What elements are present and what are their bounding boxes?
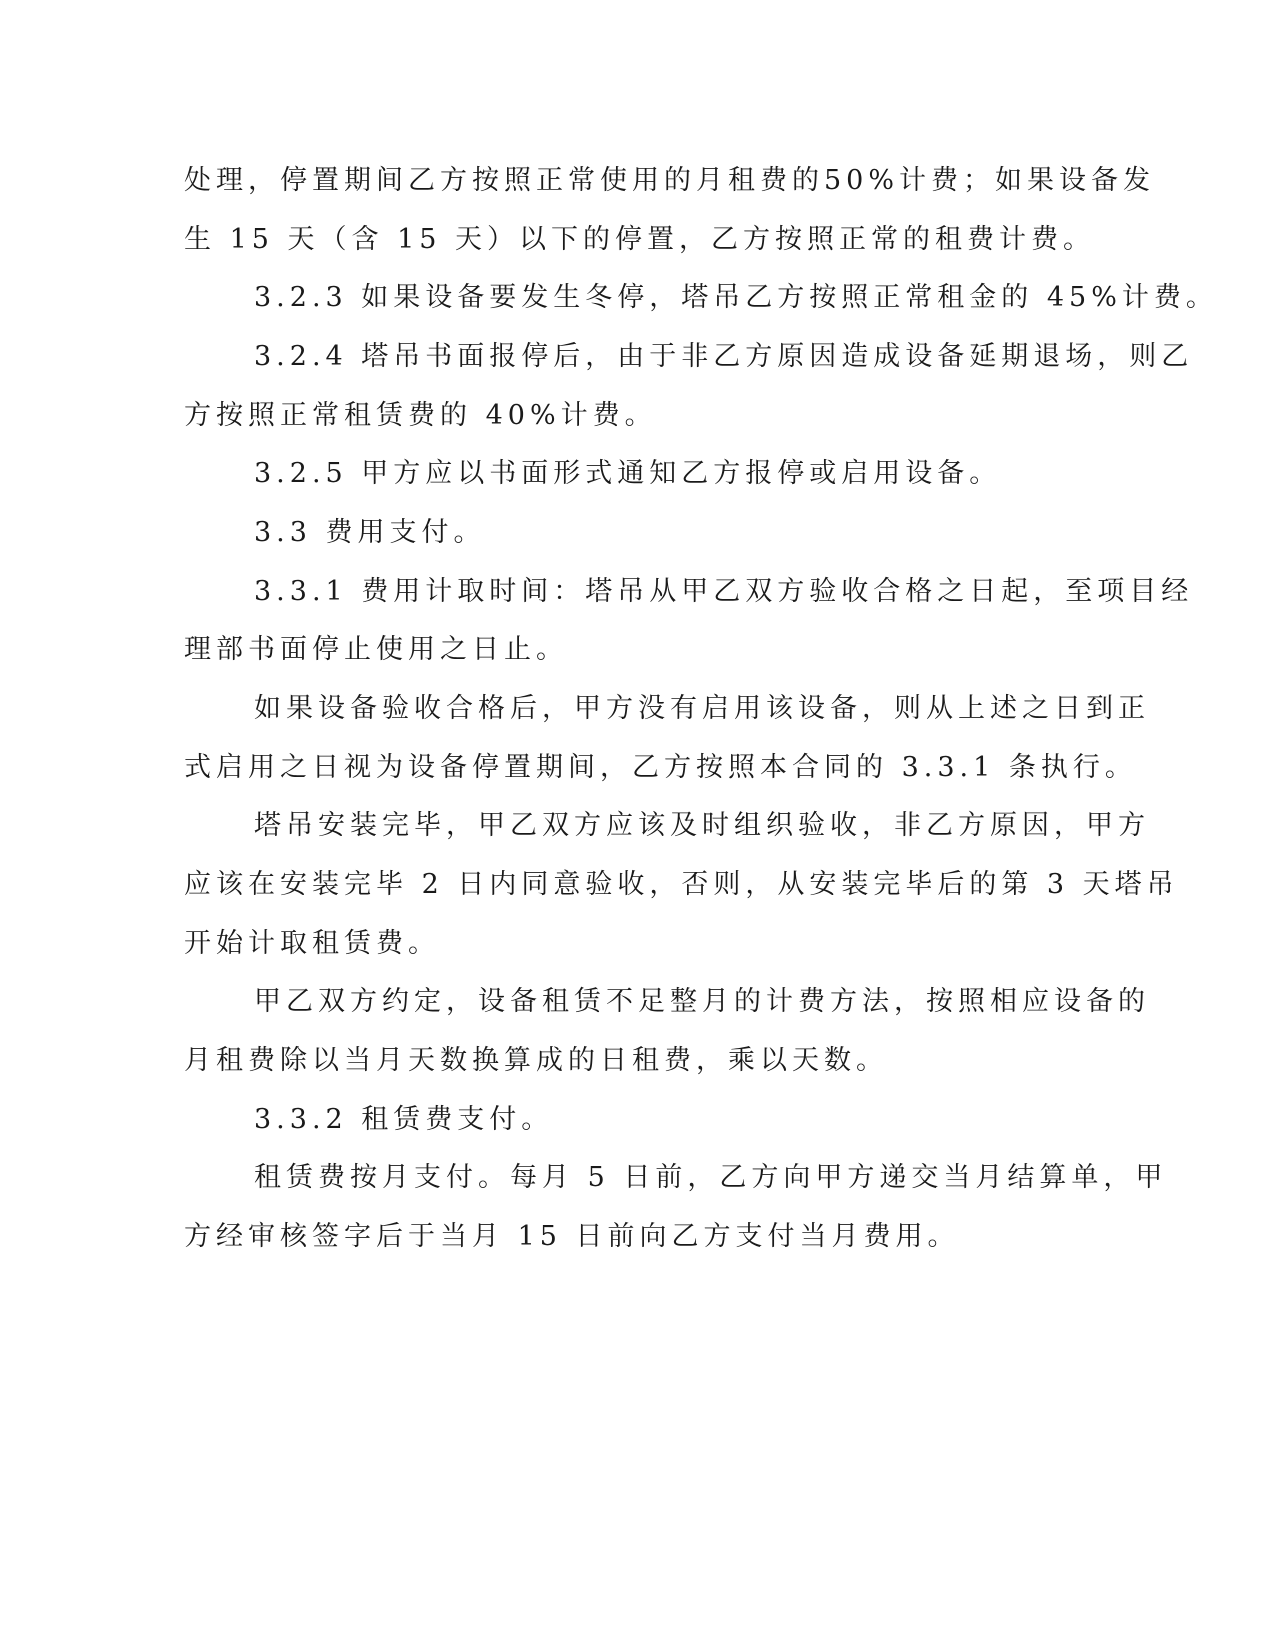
text-line: 3.2.3 如果设备要发生冬停，塔吊乙方按照正常租金的 45%计费。 <box>254 282 1218 313</box>
text-line: 3.3.2 租赁费支付。 <box>254 1104 554 1135</box>
text-line: 3.2.4 塔吊书面报停后，由于非乙方原因造成设备延期退场，则乙 <box>254 341 1194 372</box>
text-line: 处理，停置期间乙方按照正常使用的月租费的50%计费；如果设备发 <box>184 165 1156 196</box>
text-line: 甲乙双方约定，设备租赁不足整月的计费方法，按照相应设备的 <box>254 986 1150 1017</box>
text-line: 3.3 费用支付。 <box>254 517 486 548</box>
text-line: 租赁费按月支付。每月 5 日前，乙方向甲方递交当月结算单，甲 <box>254 1162 1168 1193</box>
text-line: 3.2.5 甲方应以书面形式通知乙方报停或启用设备。 <box>254 458 1002 489</box>
text-line: 生 15 天（含 15 天）以下的停置，乙方按照正常的租费计费。 <box>184 224 1096 255</box>
text-line: 式启用之日视为设备停置期间，乙方按照本合同的 3.3.1 条执行。 <box>184 752 1137 783</box>
text-line: 塔吊安装完毕，甲乙双方应该及时组织验收，非乙方原因，甲方 <box>254 810 1150 841</box>
text-line: 方经审核签字后于当月 15 日前向乙方支付当月费用。 <box>184 1221 960 1252</box>
text-line: 3.3.1 费用计取时间：塔吊从甲乙双方验收合格之日起，至项目经 <box>254 576 1194 607</box>
text-line: 应该在安装完毕 2 日内同意验收，否则，从安装完毕后的第 3 天塔吊 <box>184 869 1179 900</box>
text-line: 方按照正常租赁费的 40%计费。 <box>184 400 657 431</box>
text-line: 月租费除以当月天数换算成的日租费，乘以天数。 <box>184 1045 888 1076</box>
text-line: 理部书面停止使用之日止。 <box>184 634 568 665</box>
text-line: 开始计取租赁费。 <box>184 928 440 959</box>
text-line: 如果设备验收合格后，甲方没有启用该设备，则从上述之日到正 <box>254 693 1150 724</box>
